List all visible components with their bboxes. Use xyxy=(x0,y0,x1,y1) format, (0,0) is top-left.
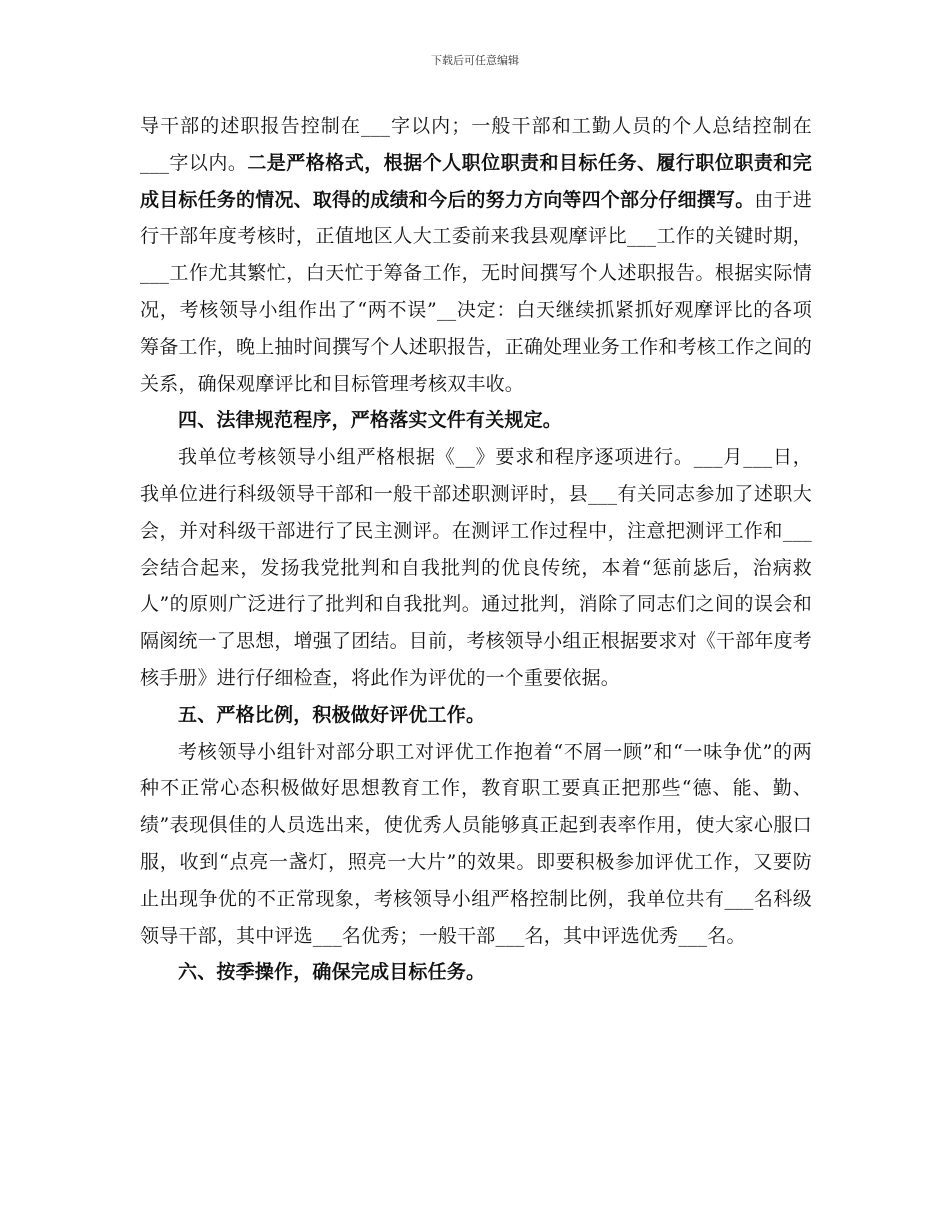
paragraph-text: 导干部的述职报告控制在___字以内；一般干部和工勤人员的个人总结控制在___字以内。 xyxy=(140,115,812,174)
paragraph-continued xyxy=(140,108,812,402)
paragraph-text: 由于进行干部年度考核时，正值地区人大工委前来我县观摩评比___工作的关键时期，___工作尤其繁忙，白天忙于筹备工作，无时间撰写个人述职报告。根据实际情况，考核领导小组作出了“两不误”__决定：白天继续抓紧抓好观摩评比的各项筹备工作，晚上抽时间撰写个人述职报告，正确处理业务工作和考核工作之间的关系，确保观摩评比和目标管理考核双丰收。 xyxy=(140,188,813,395)
document-body xyxy=(140,108,812,991)
section-heading-5: 五、严格比例，积极做好评优工作。 xyxy=(178,703,486,726)
page-header: 下载后可任意编辑 xyxy=(431,54,519,67)
section-heading-4: 四、法律规范程序，严格落实文件有关规定。 xyxy=(178,409,563,432)
section-heading-6: 六、按季操作，确保完成目标任务。 xyxy=(178,961,486,984)
paragraph-section-5: 考核领导小组针对部分职工对评优工作抱着“不屑一顾”和“一味争优”的两种不正常心态积极做好思想教育工作，教育职工要真正把那些“德、能、勤、绩”表现俱佳的人员选出来，使优秀人员能够真正起到表率作用，使大家心服口服，收到“点亮一盏灯，照亮一大片”的效果。即要积极参加评优工作，又要防止出现争优的不正常现象，考核领导小组严格控制比例，我单位共有___名科级领导干部，其中评选___名优秀；一般干部___名，其中评选优秀___名。 xyxy=(140,740,812,947)
paragraph-bold-text: 二是严格格式，根据个人职位职责和目标任务、履行职位职责和完成目标任务的情况、取得的成绩和今后的努力方向等四个部分仔细撰写。 xyxy=(140,151,812,211)
paragraph-section-4: 我单位考核领导小组严格根据《__》要求和程序逐项进行。___月___日，我单位进行科级领导干部和一般干部述职测评时，县___有关同志参加了述职大会，并对科级干部进行了民主测评。在测评工作过程中，注意把测评工作和___会结合起来，发扬我党批判和自我批判的优良传统，本着“惩前毖后，治病救人”的原则广泛进行了批判和自我批判。通过批判，消除了同志们之间的误会和隔阂统一了思想，增强了团结。目前，考核领导小组正根据要求对《干部年度考核手册》进行仔细检查，将此作为评优的一个重要依据。 xyxy=(140,446,813,689)
